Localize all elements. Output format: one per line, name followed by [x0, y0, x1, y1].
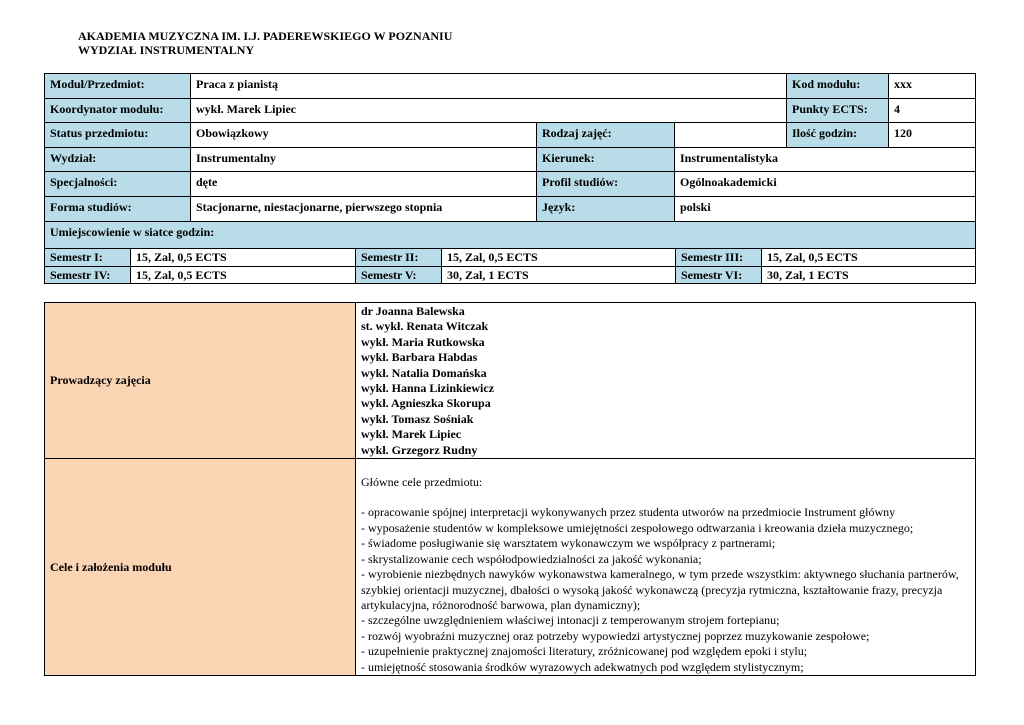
semester-label: Semestr IV:: [45, 266, 131, 284]
instructors-label: Prowadzący zajęcia: [45, 303, 356, 459]
coordinator-value: wykł. Marek Lipiec: [191, 98, 787, 123]
language-value: polski: [675, 196, 976, 221]
semester-value: 15, Zal, 0,5 ECTS: [131, 249, 356, 267]
table-row: [45, 147, 976, 172]
list-item: wykł. Natalia Domańska: [361, 365, 487, 380]
profile-value: Ogólnoakademicki: [675, 172, 976, 197]
list-item: wykł. Hanna Lizinkiewicz: [361, 381, 495, 396]
schedule-placement-label: Umiejscowienie w siatce godzin:: [45, 221, 976, 250]
document-header: [78, 29, 452, 57]
list-item: st. wykł. Renata Witczak: [361, 319, 489, 334]
table-row: [45, 172, 976, 197]
ects-value: 4: [889, 98, 976, 123]
table-row: [45, 221, 976, 250]
list-item: - wyposażenie studentów w kompleksowe umiejętności zespołowego odtwarzania i kreowania dzieła muzycznego;: [361, 520, 914, 535]
faculty-value: Instrumentalny: [191, 147, 537, 172]
class-type-label: Rodzaj zajęć:: [537, 123, 675, 148]
list-item: dr Joanna Balewska: [361, 304, 465, 318]
semester-value: 30, Zal, 1 ECTS: [762, 266, 976, 284]
goals-label: Cele i założenia modułu: [45, 459, 356, 676]
table-row: [45, 196, 976, 221]
list-item: wykł. Tomasz Sośniak: [361, 411, 474, 426]
semester-label: Semestr II:: [356, 249, 442, 267]
list-item: - szczególne uwzględnieniem właściwej intonacji z temperowanym strojem fortepianu;: [361, 613, 780, 628]
list-item: - uzupełnienie praktycznej znajomości literatury, zróżnicowanej pod względem epoki i stylu;: [361, 644, 808, 659]
class-type-value: [675, 123, 787, 148]
table-row: [45, 74, 976, 99]
list-item: wykł. Grzegorz Rudny: [361, 442, 478, 457]
status-value: Obowiązkowy: [191, 123, 537, 148]
semester-value: 15, Zal, 0,5 ECTS: [762, 249, 976, 267]
instructors-list: [356, 303, 976, 459]
table-row: [45, 303, 976, 459]
coordinator-label: Koordynator modułu:: [45, 98, 191, 123]
list-item: - skrystalizowanie cech współodpowiedzialności za jakość wykonania;: [361, 551, 702, 566]
specialty-label: Specjalności:: [45, 172, 191, 197]
goals-content: [356, 459, 976, 676]
list-item: wykł. Agnieszka Skorupa: [361, 396, 491, 411]
specialty-value: dęte: [191, 172, 537, 197]
direction-value: Instrumentalistyka: [675, 147, 976, 172]
module-code-label: Kod modułu:: [787, 74, 889, 99]
semester-value: 30, Zal, 1 ECTS: [442, 266, 676, 284]
semester-label: Semestr VI:: [676, 266, 762, 284]
goals-title: Główne cele przedmiotu:: [361, 475, 483, 490]
table-row: [45, 249, 976, 267]
module-value: Praca z pianistą: [191, 74, 787, 99]
list-item: wykł. Maria Rutkowska: [361, 334, 485, 349]
table-row: [45, 98, 976, 123]
table-row: [45, 266, 976, 284]
profile-label: Profil studiów:: [537, 172, 675, 197]
direction-label: Kierunek:: [537, 147, 675, 172]
module-info-table: [44, 73, 976, 251]
semester-label: Semestr I:: [45, 249, 131, 267]
language-label: Język:: [537, 196, 675, 221]
list-item: - opracowanie spójnej interpretacji wykonywanych przez studenta utworów na przedmiocie Instrument główny: [361, 505, 896, 520]
module-details-table: [44, 302, 976, 676]
hours-label: Ilość godzin:: [787, 123, 889, 148]
study-form-value: Stacjonarne, niestacjonarne, pierwszego stopnia: [191, 196, 537, 221]
table-row: [45, 123, 976, 148]
list-item: - wyrobienie niezbędnych nawyków wykonawstwa kameralnego, w tym przede wszystkim: aktywnego słuchania partnerów, szybkiej orientacji muzycznej, dbałości o wysoką jakość wykonawczą (precyzja rytmiczna, kształtowanie frazy, precyzja artykulacyjna, różnorodność barwowa, plan dynamiczny);: [361, 567, 959, 612]
academy-name: AKADEMIA MUZYCZNA IM. I.J. PADEREWSKIEGO W POZNANIU: [78, 29, 453, 43]
semester-label: Semestr V:: [356, 266, 442, 284]
list-item: - umiejętność stosowania środków wyrazowych adekwatnych pod względem stylistycznym;: [361, 659, 804, 674]
list-item: wykł. Barbara Habdas: [361, 350, 478, 365]
list-item: - świadome posługiwanie się warsztatem wykonawczym we współpracy z partnerami;: [361, 536, 776, 551]
ects-label: Punkty ECTS:: [787, 98, 889, 123]
semester-table: [44, 248, 976, 284]
table-row: [45, 459, 976, 676]
faculty-name: WYDZIAŁ INSTRUMENTALNY: [78, 43, 255, 57]
faculty-label: Wydział:: [45, 147, 191, 172]
semester-value: 15, Zal, 0,5 ECTS: [442, 249, 676, 267]
module-label: Moduł/Przedmiot:: [45, 74, 191, 99]
hours-value: 120: [889, 123, 976, 148]
list-item: - rozwój wyobraźni muzycznej oraz potrzeby wypowiedzi artystycznej poprzez muzykowanie zespołowe;: [361, 628, 870, 643]
study-form-label: Forma studiów:: [45, 196, 191, 221]
status-label: Status przedmiotu:: [45, 123, 191, 148]
list-item: wykł. Marek Lipiec: [361, 427, 462, 442]
semester-label: Semestr III:: [676, 249, 762, 267]
semester-value: 15, Zal, 0,5 ECTS: [131, 266, 356, 284]
module-code-value: xxx: [889, 74, 976, 99]
